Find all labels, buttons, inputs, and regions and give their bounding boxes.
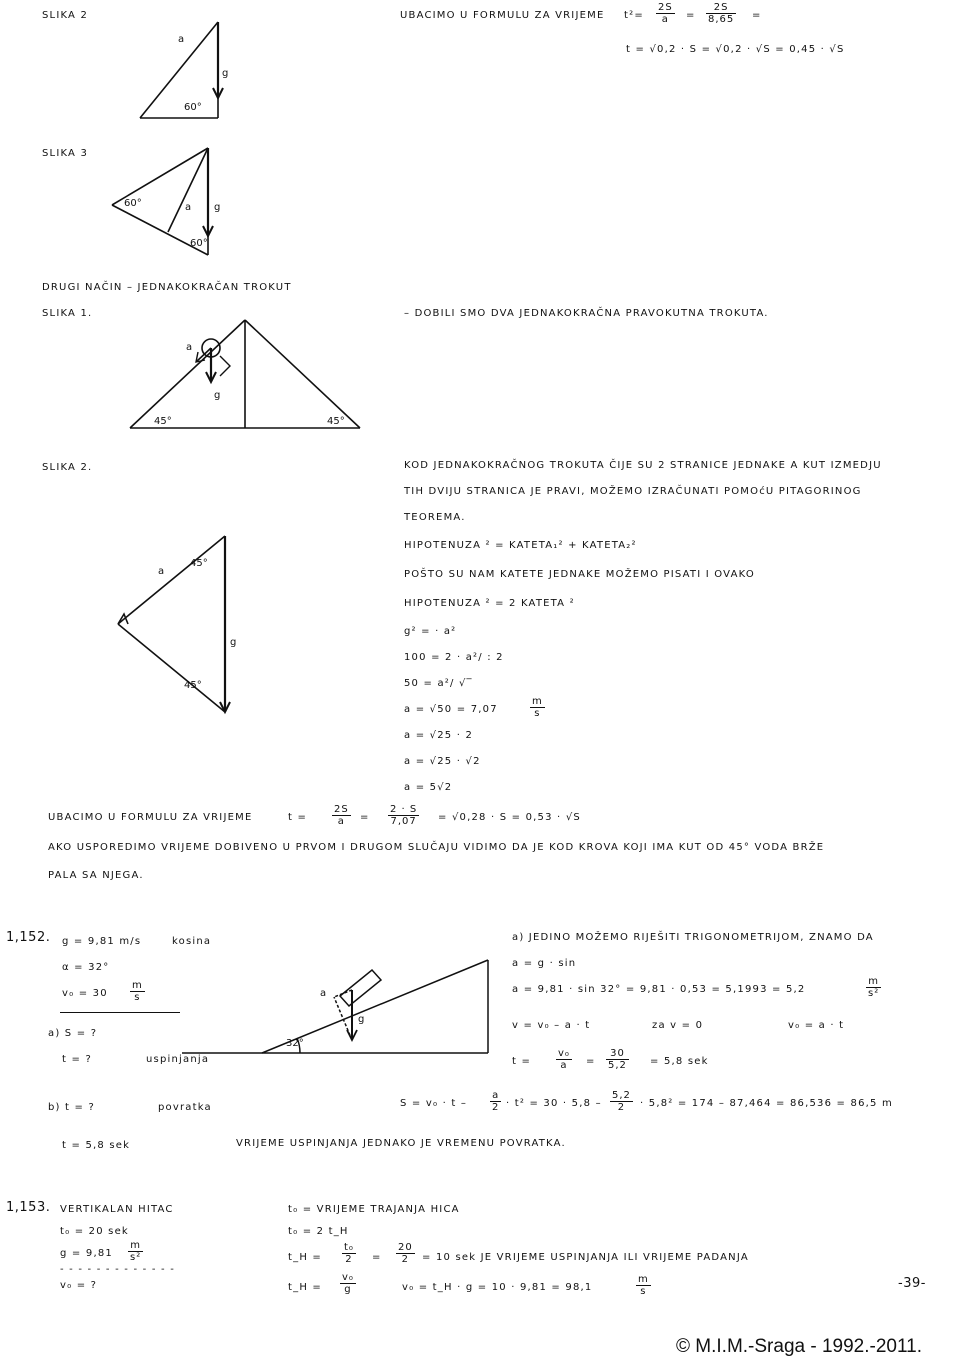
r3-right: = 10 sek JE VRIJEME USPINJANJA ILI VRIJEME PADANJA [422, 1252, 749, 1263]
problem-1152-number: 1,152. [6, 930, 51, 945]
kosina-label: kosina [172, 936, 212, 947]
given-g: g = 9,81 [60, 1248, 113, 1259]
s-left: S = v₀ · t – [400, 1098, 468, 1109]
r4-mid: v₀ = t_H · g = 10 · 9,81 = 98,1 [402, 1282, 593, 1293]
denominator: a [337, 816, 345, 827]
denominator: 7,07 [390, 816, 417, 827]
numerator: 30 [606, 1048, 629, 1060]
fraction-2s-707 [388, 804, 419, 827]
right-line-3: a = 9,81 · sin 32° = 9,81 · 0,53 = 5,1993 = 5,2 [512, 984, 806, 995]
numerator: 2S [658, 2, 673, 13]
equals: = [586, 1056, 596, 1067]
label-a-incline: a [320, 988, 327, 999]
denominator: s² [130, 1252, 142, 1263]
label-45-bottom: 45° [184, 680, 202, 691]
slika-2-heading: SLIKA 2 [42, 10, 89, 21]
label-45-top: 45° [190, 558, 208, 569]
numerator: v₀ [342, 1272, 354, 1283]
ako-line-2: PALA SA NJEGA. [48, 870, 144, 881]
za-v: za v = 0 [652, 1020, 704, 1031]
triangle-slika-2-45 [118, 536, 230, 712]
slika-3-heading: SLIKA 3 [42, 148, 89, 159]
label-60-left: 60° [124, 198, 142, 209]
dashed-divider: - - - - - - - - - - - - - [60, 1264, 176, 1275]
t-result: t = 5,8 sek [62, 1140, 131, 1151]
label-a-top: a [178, 34, 185, 45]
label-g-s3: g [214, 202, 221, 213]
fraction-20-2 [396, 1242, 415, 1265]
r4-left: t_H = [288, 1282, 322, 1293]
denominator: 2 [401, 1254, 410, 1265]
label-g-incline: g [358, 1014, 365, 1025]
question-a-s: a) S = ? [48, 1028, 98, 1039]
vertikalan-hitac-title: VERTIKALAN HITAC [60, 1204, 174, 1215]
ako-line-1: AKO USPOREDIMO VRIJEME DOBIVENO U PRVOM I DRUGOM SLUČAJU VIDIMO DA JE KOD KROVA KOJI IMA KUT OD 45° VODA BRŽE [48, 842, 825, 853]
label-a-s2: a [158, 566, 165, 577]
given-g: g = 9,81 m/s [62, 936, 142, 947]
denominator: 8,65 [708, 14, 735, 25]
denominator: 5,2 [608, 1060, 627, 1071]
numerator: 5,2 [612, 1090, 631, 1101]
label-a-s1: a [186, 342, 193, 353]
denominator: 2 [345, 1254, 353, 1265]
label-32: 32° [286, 1038, 304, 1049]
triangle-slika-1 [130, 320, 360, 428]
s-mid: · t² = 30 · 5,8 – [506, 1098, 602, 1109]
calc-line-7: a = 5√2 [404, 782, 453, 793]
label-60-top: 60° [184, 102, 202, 113]
unit-m-s [130, 980, 145, 1003]
given-to: t₀ = 20 sek [60, 1226, 129, 1237]
label-a-s3: a [185, 202, 192, 213]
unit-m-s [636, 1274, 651, 1297]
label-g-s2: g [230, 637, 237, 648]
numerator: v₀ [558, 1048, 570, 1059]
numerator: m [532, 696, 543, 707]
label-45-left: 45° [154, 416, 172, 427]
posto-text: POŠTO SU NAM KATETE JEDNAKE MOŽEMO PISATI I OVAKO [404, 569, 755, 580]
numerator: m [132, 980, 143, 991]
label-g-top: g [222, 68, 229, 79]
dobili-text: – DOBILI SMO DVA JEDNAKOKRAČNA PRAVOKUTNA TROKUTA. [404, 308, 769, 319]
t-eq-left: t = [512, 1056, 532, 1067]
drugi-nacin: DRUGI NAČIN – JEDNAKOKRAČAN TROKUT [42, 282, 292, 293]
calc-line-2: 100 = 2 · a²/ : 2 [404, 652, 504, 663]
slika-1-heading: SLIKA 1. [42, 308, 93, 319]
equals: = [372, 1252, 382, 1263]
fraction-2s-a [656, 2, 675, 25]
calc-line-1: g² = · a² [404, 626, 457, 637]
r-line-1: t₀ = VRIJEME TRAJANJA HICA [288, 1204, 460, 1215]
vo-at: v₀ = a · t [788, 1020, 845, 1031]
right-line-1: a) JEDINO MOŽEMO RIJEŠITI TRIGONOMETRIJOM, ZNAMO DA [512, 932, 874, 943]
vrijeme-equal-text: VRIJEME USPINJANJA JEDNAKO JE VREMENU POVRATKA. [236, 1138, 566, 1149]
fraction-a-2 [490, 1090, 501, 1113]
kod-line-3: TEOREMA. [404, 512, 466, 523]
numerator: m [638, 1274, 649, 1285]
denominator: s² [868, 988, 880, 999]
question-vo: v₀ = ? [60, 1280, 98, 1291]
numerator: t₀ [344, 1242, 354, 1253]
fraction-vo-g [340, 1272, 356, 1295]
numerator: m [128, 1240, 143, 1252]
copyright: © M.I.M.-Sraga - 1992.-2011. [676, 1336, 922, 1357]
kod-line-2: TIH DVIJU STRANICA JE PRAVI, MOŽEMO IZRAČUNATI POMOćU PITAGORINOG [404, 486, 862, 497]
povratka-label: povratka [158, 1102, 212, 1113]
right-line-2: a = g · sin [512, 958, 577, 969]
problem-1153-number: 1,153. [6, 1200, 51, 1215]
numerator: 2S [334, 804, 349, 815]
calc-line-5: a = √25 · 2 [404, 730, 474, 741]
calc-line-4: a = √50 = 7,07 [404, 704, 498, 715]
s-right: · 5,8² = 174 – 87,464 = 86,536 = 86,5 m [640, 1098, 893, 1109]
v-line: v = v₀ – a · t [512, 1020, 591, 1031]
t-squared: t²= [624, 10, 644, 21]
ubacimo-label: UBACIMO U FORMULU ZA VRIJEME [48, 812, 253, 823]
numerator: m [866, 976, 881, 988]
r-line-2: t₀ = 2 t_H [288, 1226, 349, 1237]
page-number: -39- [898, 1276, 926, 1291]
r3-left: t_H = [288, 1252, 322, 1263]
denominator: s [534, 708, 541, 719]
fraction-30-52 [606, 1048, 629, 1071]
denominator: s [640, 1286, 647, 1297]
fraction-2s-a-2 [332, 804, 351, 827]
question-b-t: b) t = ? [48, 1102, 95, 1113]
denominator: 2 [617, 1102, 626, 1113]
slika-2b-heading: SLIKA 2. [42, 462, 93, 473]
uspinjanja-label: uspinjanja [146, 1054, 210, 1065]
numerator: 2 · S [390, 804, 418, 815]
equals: = [752, 10, 762, 21]
incline-figure [182, 960, 488, 1053]
hipotenuza-2: HIPOTENUZA ² = 2 KATETA ² [404, 598, 575, 609]
equals: = [686, 10, 696, 21]
question-t: t = ? [62, 1054, 92, 1065]
given-vo: v₀ = 30 [62, 988, 108, 999]
denominator: 2 [492, 1102, 500, 1113]
numerator: 20 [398, 1242, 413, 1253]
unit-m-s2 [866, 976, 881, 999]
calc-line-6: a = √25 · √2 [404, 756, 481, 767]
denominator: g [344, 1284, 352, 1295]
kod-line-1: KOD JEDNAKOKRAČNOG TROKUTA ČIJE SU 2 STRANICE JEDNAKE A KUT IZMEDJU [404, 460, 882, 471]
divider-line [60, 1012, 180, 1013]
fraction-to-2 [342, 1242, 356, 1265]
t-equals: t = [288, 812, 308, 823]
label-g-s1: g [214, 390, 221, 401]
numerator: 2S [706, 2, 736, 14]
denominator: a [560, 1060, 568, 1071]
label-60-bottom: 60° [190, 238, 208, 249]
given-alpha: α = 32° [62, 962, 110, 973]
unit-m-s2 [128, 1240, 143, 1263]
calc-line-3: 50 = a²/ √‾ [404, 678, 473, 689]
label-45-right: 45° [327, 416, 345, 427]
ubacimo-rest: = √0,28 · S = 0,53 · √S [438, 812, 581, 823]
equals: = [360, 812, 370, 823]
fraction-52-2 [610, 1090, 633, 1113]
t-eq-right: = 5,8 sek [650, 1056, 709, 1067]
fraction-2s-865 [706, 2, 736, 25]
t-sqrt-line: t = √0,2 · S = √0,2 · √S = 0,45 · √S [626, 44, 845, 55]
numerator: a [490, 1090, 501, 1102]
hipotenuza-1: HIPOTENUZA ² = KATETA₁² + KATETA₂² [404, 540, 637, 551]
denominator: a [661, 14, 669, 25]
unit-m-s [530, 696, 545, 719]
formula-label: UBACIMO U FORMULU ZA VRIJEME [400, 10, 605, 21]
fraction-vo-a [556, 1048, 572, 1071]
denominator: s [134, 992, 141, 1003]
